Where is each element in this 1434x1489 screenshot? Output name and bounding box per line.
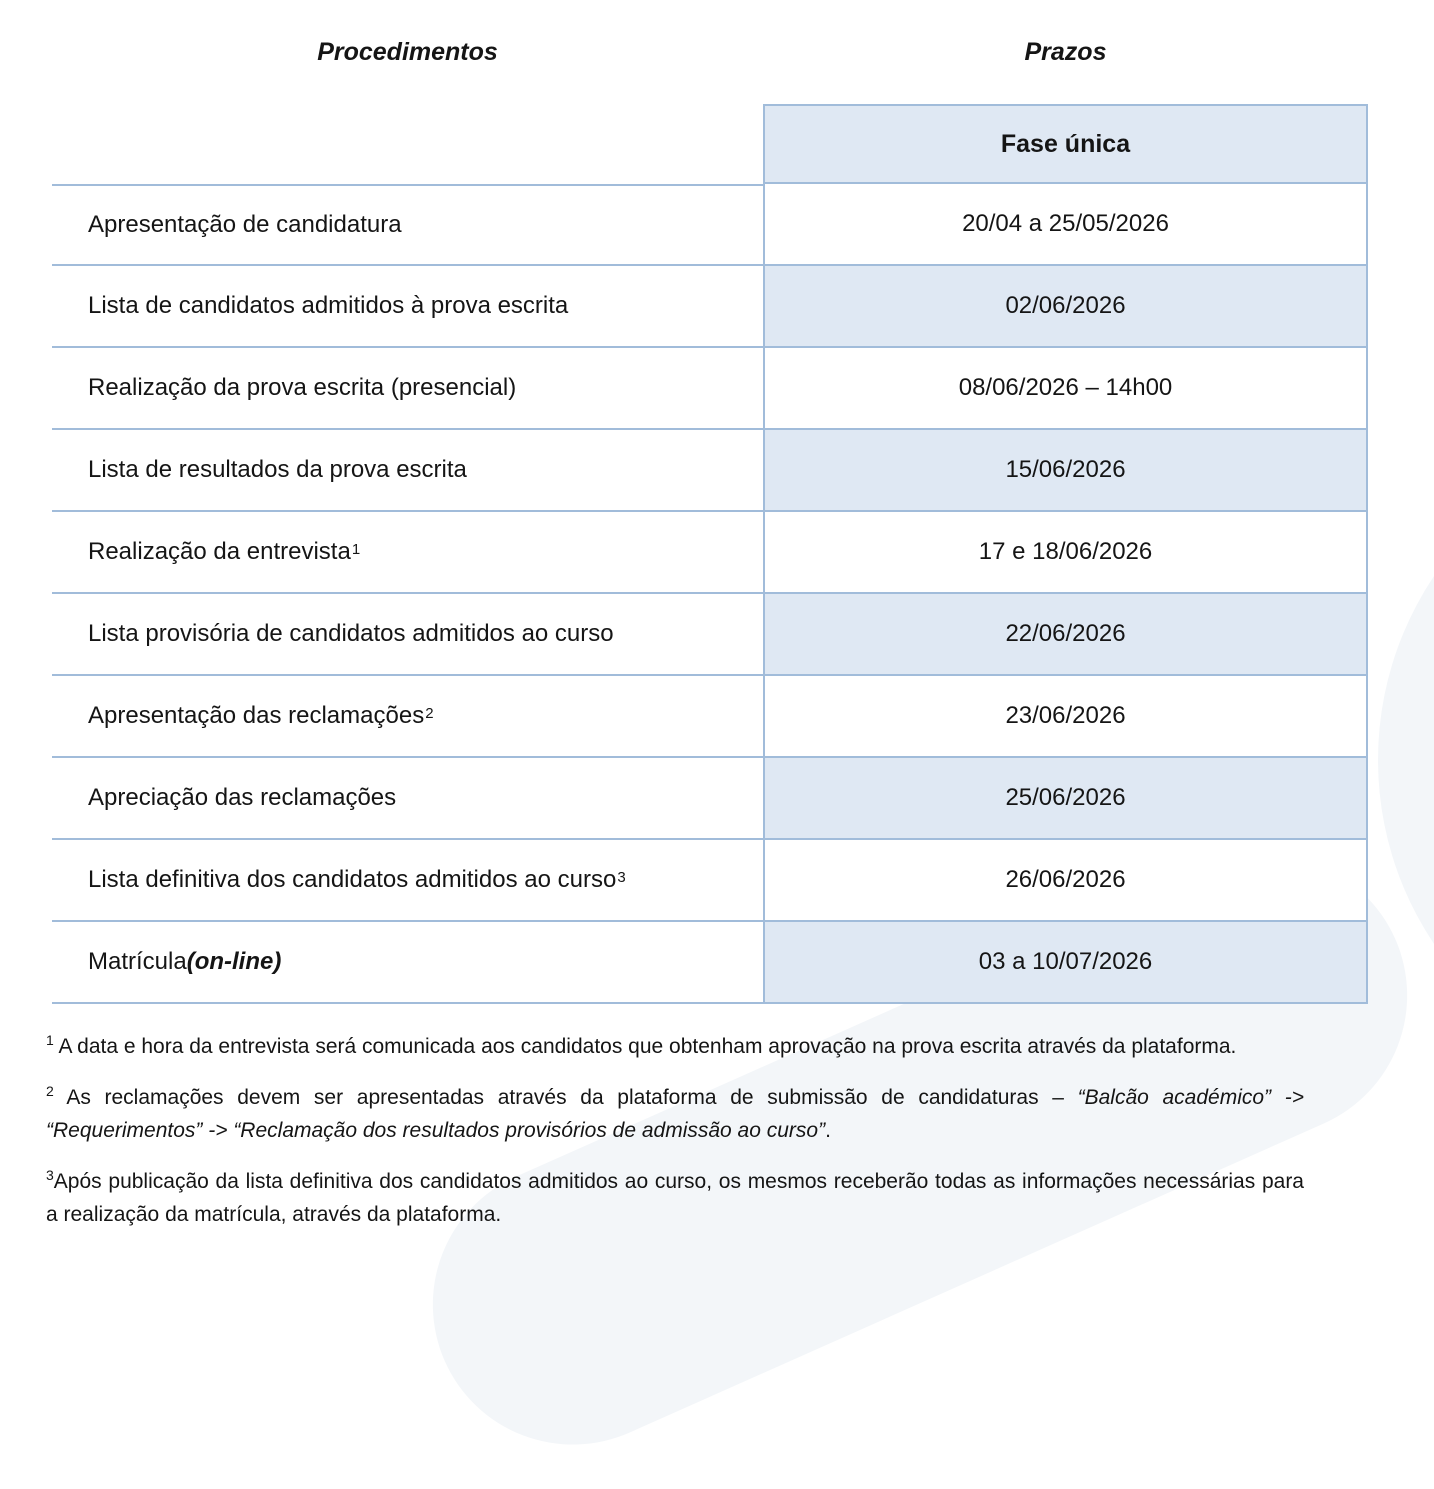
phase-header-cell: Fase única (763, 104, 1368, 184)
deadline-value: 02/06/2026 (1005, 292, 1126, 319)
procedure-cell (52, 184, 763, 266)
deadline-value: 23/06/2026 (1005, 702, 1126, 729)
footnote-marker: 3 (46, 1166, 54, 1183)
procedure-label: Apreciação das reclamações (88, 784, 397, 811)
procedure-label: Matrícula (88, 948, 187, 975)
deadline-value: 26/06/2026 (1005, 866, 1126, 893)
column-headers (52, 0, 1368, 104)
procedure-cell (52, 758, 763, 840)
procedure-cell: Lista definitiva dos candidatos admitidos ao curso $^3$ (52, 840, 763, 922)
phase-header-row (52, 104, 1368, 184)
empty-header-cell (52, 104, 763, 184)
footnote-text: Após publicação da lista definitiva dos candidatos admitidos ao curso, os mesmos receberão todas as informações necessárias para a realização da matrícula, através da plataforma. (46, 1169, 1304, 1227)
procedure-cell (52, 266, 763, 348)
procedure-label-emphasis: (on-line) (186, 948, 282, 975)
procedure-cell (52, 430, 763, 512)
table-row (52, 348, 1368, 430)
deadline-cell (763, 840, 1368, 922)
procedure-label: Lista de candidatos admitidos à prova escrita (88, 292, 569, 319)
footnote-text: A data e hora da entrevista será comunicada aos candidatos que obtenham aprovação na prova escrita através da plataforma. (53, 1035, 1237, 1058)
footnote-marker: 2 (46, 1082, 54, 1099)
procedure-label: Apresentação das reclamações (88, 702, 425, 729)
footnote (46, 1081, 1304, 1148)
procedure-label: Lista provisória de candidatos admitidos ao curso (88, 620, 614, 647)
deadline-value: 03 a 10/07/2026 (978, 948, 1153, 975)
footnote-text: As reclamações devem ser apresentadas através da plataforma de submissão de candidaturas – (53, 1085, 1078, 1109)
procedure-label: Realização da prova escrita (presencial) (88, 374, 517, 401)
table-row (52, 922, 1368, 1004)
deadline-cell (763, 676, 1368, 758)
table-row (52, 840, 1368, 922)
footnote-marker: 1 (46, 1032, 54, 1048)
deadlines-column-header: Prazos (1024, 37, 1107, 66)
deadline-cell (763, 184, 1368, 266)
deadline-cell (763, 922, 1368, 1004)
document-content (46, 0, 1368, 1249)
procedures-column-header: Procedimentos (317, 37, 498, 66)
deadline-cell (763, 430, 1368, 512)
deadline-cell (763, 266, 1368, 348)
deadline-value: 08/06/2026 – 14h00 (958, 374, 1173, 401)
table-row (52, 512, 1368, 594)
footnote-text: . (825, 1119, 831, 1143)
table-row (52, 676, 1368, 758)
procedure-cell (52, 348, 763, 430)
table-row (52, 430, 1368, 512)
schedule-table (52, 104, 1368, 1004)
procedure-label: Lista definitiva dos candidatos admitidos ao curso (88, 866, 617, 893)
procedure-cell: Realização da entrevista $^1$ (52, 512, 763, 594)
table-row (52, 758, 1368, 840)
deadline-value: 25/06/2026 (1005, 784, 1126, 811)
footnote-text: “Balcão académico” -> “Requerimentos” -> “Reclamação dos resultados provisórios de admissão ao curso” (46, 1085, 1304, 1143)
procedure-cell (52, 922, 763, 1004)
footnotes (46, 1030, 1304, 1232)
procedure-label: Realização da entrevista (88, 538, 351, 565)
table-row (52, 266, 1368, 348)
procedure-label: Lista de resultados da prova escrita (88, 456, 467, 483)
procedure-cell (52, 594, 763, 676)
deadline-cell (763, 512, 1368, 594)
deadline-value: 17 e 18/06/2026 (978, 538, 1153, 565)
table-body (52, 184, 1368, 1004)
deadline-value: 22/06/2026 (1005, 620, 1126, 647)
procedure-cell: Apresentação das reclamações $^2$ (52, 676, 763, 758)
table-row (52, 184, 1368, 266)
deadline-cell (763, 594, 1368, 676)
footnote (46, 1165, 1304, 1232)
procedure-label: Apresentação de candidatura (88, 211, 402, 238)
deadline-value: 20/04 a 25/05/2026 (962, 210, 1169, 237)
deadline-cell (763, 758, 1368, 840)
footnote (46, 1030, 1304, 1064)
deadline-cell (763, 348, 1368, 430)
table-row (52, 594, 1368, 676)
deadline-value: 15/06/2026 (1005, 456, 1126, 483)
